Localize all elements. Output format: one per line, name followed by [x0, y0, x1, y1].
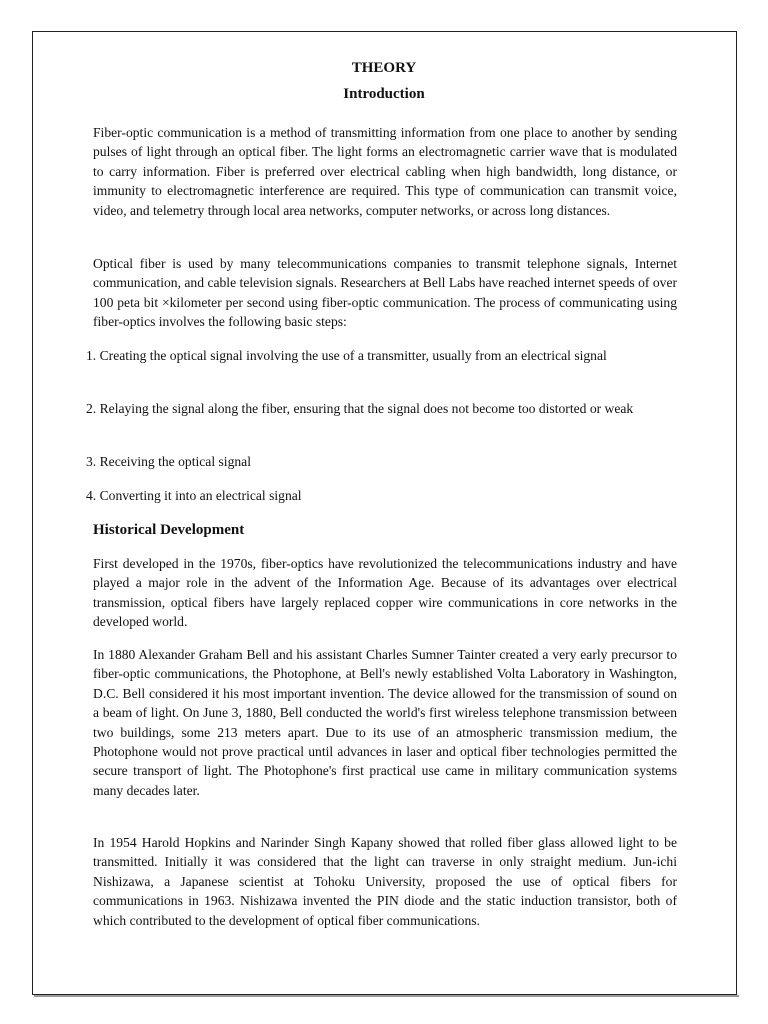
- page-bottom-shadow: [34, 995, 739, 997]
- history-paragraph-1: First developed in the 1970s, fiber-optics have revolutionized the telecommunications industry and have played a major role in the advent of the Information Age. Because of its advantages over electrical transmission, optical fibers have largely replaced copper wire communications in core networks in the developed world.: [93, 556, 677, 630]
- document-title: THEORY: [351, 60, 417, 76]
- section-title-introduction: Introduction: [343, 86, 425, 102]
- section-heading-history: Historical Development: [93, 522, 245, 538]
- step-item-1: 1. Creating the optical signal involving the use of a transmitter, usually from an electrical signal: [86, 348, 607, 363]
- step-item-3: 3. Receiving the optical signal: [86, 454, 251, 469]
- history-paragraph-2: In 1880 Alexander Graham Bell and his assistant Charles Sumner Tainter created a very early precursor to fiber-optic communications, the Photophone, at Bell's newly established Volta Laboratory in Washington, D.C. Bell considered it his most important invention. The device allowed for the transmission of sound on a beam of light. On June 3, 1880, Bell conducted the world's first wireless telephone transmission between two buildings, some 213 meters apart. Due to its use of an atmospheric transmission medium, the Photophone would not prove practical until advances in laser and optical fiber technologies permitted the secure transport of light. The Photophone's first practical use came in military communication systems many decades later.: [93, 647, 677, 798]
- intro-paragraph-2: Optical fiber is used by many telecommunications companies to transmit telephone signals, Internet communication, and cable television signals. Researchers at Bell Labs have reached internet speeds of over 100 peta bit ×kilometer per second using fiber-optic communication. The process of communicating using fiber-optics involves the following basic steps:: [93, 256, 677, 330]
- step-item-4: 4. Converting it into an electrical signal: [86, 488, 302, 503]
- intro-paragraph-1: Fiber-optic communication is a method of transmitting information from one place to another by sending pulses of light through an optical fiber. The light forms an electromagnetic carrier wave that is modulated to carry information. Fiber is preferred over electrical cabling when high bandwidth, long distance, or immunity to electromagnetic interference are required. This type of communication can transmit voice, video, and telemetry through local area networks, computer networks, or across long distances.: [93, 125, 677, 218]
- step-item-2: 2. Relaying the signal along the fiber, ensuring that the signal does not become too distorted or weak: [86, 401, 634, 416]
- history-paragraph-3: In 1954 Harold Hopkins and Narinder Singh Kapany showed that rolled fiber glass allowed light to be transmitted. Initially it was considered that the light can traverse in only straight medium. Jun-ichi Nishizawa, a Japanese scientist at Tohoku University, proposed the use of optical fibers for communications in 1963. Nishizawa invented the PIN diode and the static induction transistor, both of which contributed to the development of optical fiber communications.: [93, 835, 677, 928]
